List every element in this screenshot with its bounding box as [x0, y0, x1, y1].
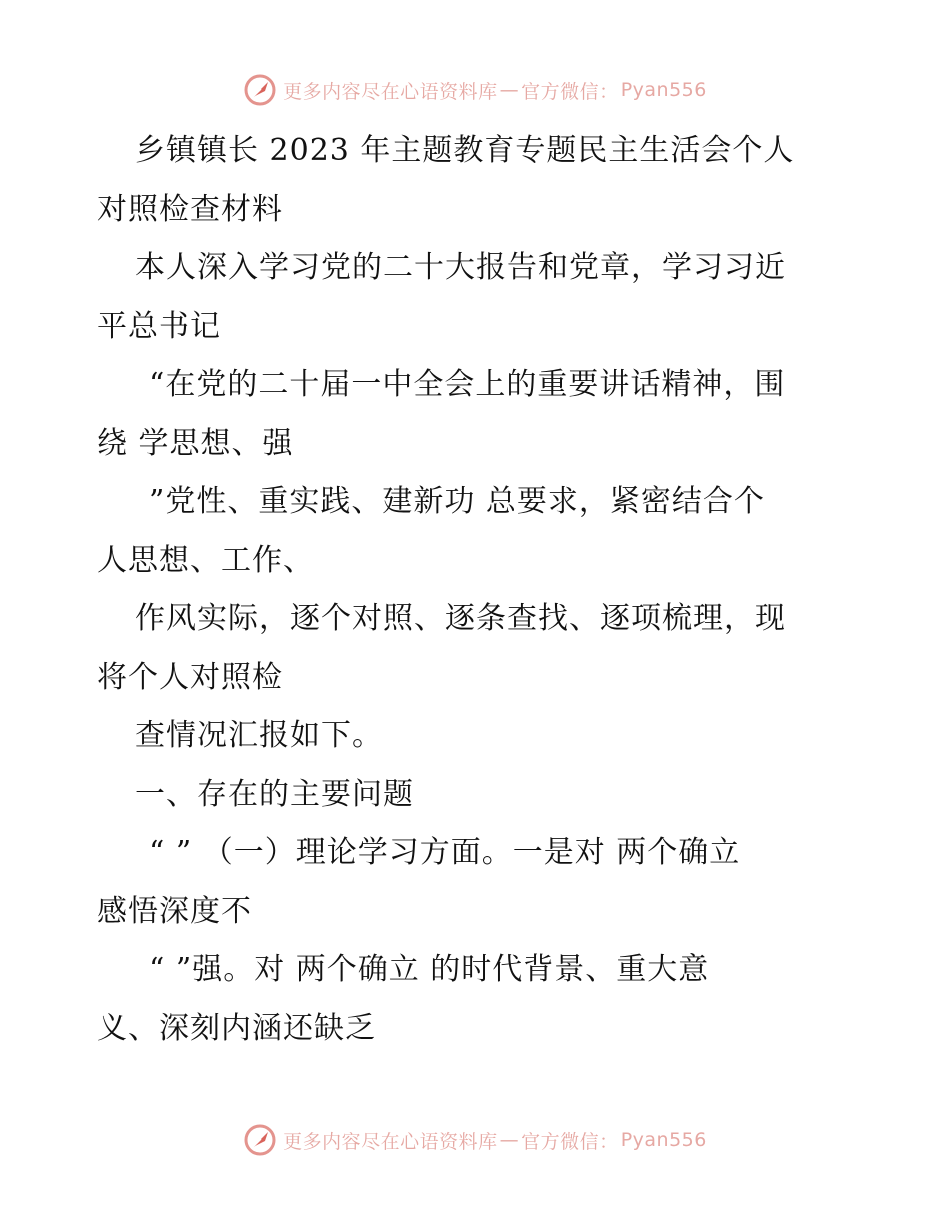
- doc-paragraph-line: “ ”强。对 两个确立 的时代背景、重大意: [149, 952, 710, 987]
- doc-title-line-1: 乡镇镇长 2023 年主题教育专题民主生活会个人: [135, 133, 795, 168]
- doc-section-heading: 一、存在的主要问题: [135, 776, 414, 812]
- doc-paragraph-line: 平总书记: [97, 308, 221, 344]
- feather-logo-icon: [243, 1123, 277, 1157]
- doc-paragraph-line: 人思想、工作、: [97, 542, 314, 578]
- watermark-text: 更多内容尽在心语资料库: [283, 80, 498, 103]
- footer-watermark: [0, 1120, 950, 1160]
- watermark-separator: —: [499, 79, 520, 101]
- watermark-wechat-label: 官方微信：: [521, 80, 619, 103]
- doc-title-line-2: 对照检查材料: [97, 191, 283, 227]
- doc-paragraph-line: ”党性、重实践、建新功 总要求，紧密结合个: [149, 484, 765, 519]
- watermark-wechat-id: Pyan556: [620, 79, 707, 101]
- watermark-wechat-id: Pyan556: [620, 1129, 707, 1151]
- doc-paragraph-line: 查情况汇报如下。: [135, 718, 383, 753]
- document-body: [97, 122, 857, 1058]
- feather-logo-icon: [243, 73, 277, 107]
- doc-paragraph-line: 本人深入学习党的二十大报告和党章，学习习近: [135, 250, 786, 285]
- header-watermark: [0, 70, 950, 110]
- watermark-text: 更多内容尽在心语资料库: [283, 1130, 498, 1153]
- watermark-separator: —: [499, 1129, 520, 1151]
- doc-paragraph-line: 义、深刻内涵还缺乏: [97, 1010, 376, 1046]
- doc-paragraph-line: 绕 学思想、强: [97, 425, 294, 461]
- doc-paragraph-line: 感悟深度不: [97, 893, 252, 929]
- doc-paragraph-line: “在党的二十届一中全会上的重要讲话精神，围: [149, 367, 786, 402]
- doc-paragraph-line: 将个人对照检: [97, 659, 283, 695]
- doc-paragraph-line: 作风实际，逐个对照、逐条查找、逐项梳理，现: [135, 601, 786, 636]
- doc-paragraph-line: “ ” （一）理论学习方面。一是对 两个确立: [149, 835, 741, 870]
- watermark-wechat-label: 官方微信：: [521, 1130, 619, 1153]
